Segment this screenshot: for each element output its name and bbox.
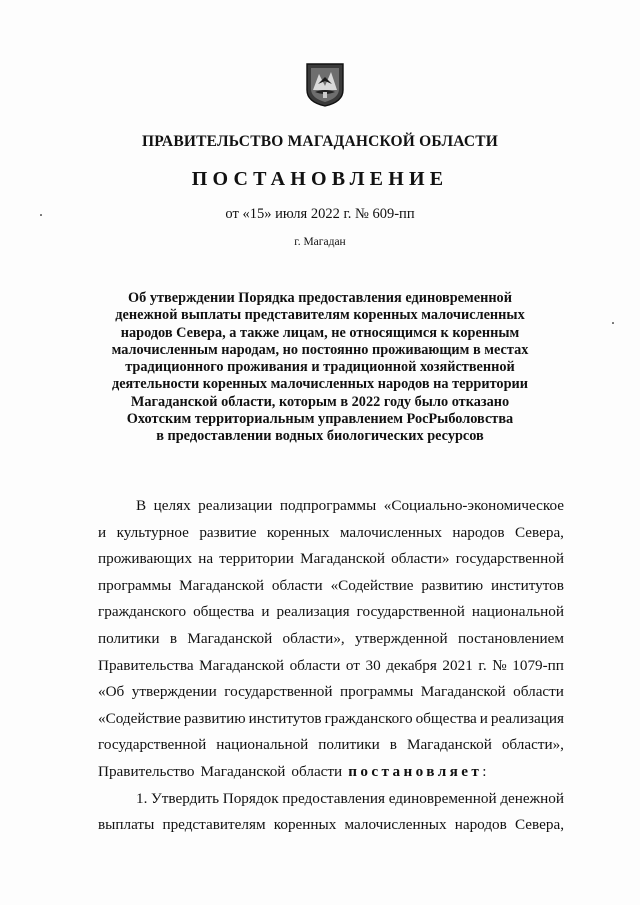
body-line (98, 626, 564, 653)
body-word: единовременной (388, 789, 497, 807)
body-word: выплаты (98, 816, 155, 834)
body-word: национальной (471, 603, 564, 621)
body-word: целях (153, 497, 191, 514)
body-word: в (389, 736, 397, 754)
body-word: развитию (421, 576, 484, 594)
body-word: реализации (198, 497, 273, 514)
body-line (98, 546, 564, 573)
subject-line: деятельности коренных малочисленных народов на территории (111, 376, 529, 393)
body-word: общества (193, 603, 255, 621)
body-word: политики (318, 736, 380, 754)
body-word: народов (452, 523, 505, 541)
body-word: государственной (455, 550, 564, 568)
body-word: «Содействие (330, 576, 414, 594)
document-type-title: ПОСТАНОВЛЕНИЕ (191, 168, 449, 190)
subject-line: традиционного проживания и традиционной хозяйственной (125, 359, 515, 376)
coat-of-arms-icon (305, 62, 345, 108)
subject-line: Магаданской области, которым в 2022 году было отказано (130, 393, 510, 410)
government-title: ПРАВИТЕЛЬСТВО МАГАДАНСКОЙ ОБЛАСТИ (141, 133, 499, 150)
body-line (98, 706, 564, 733)
body-line (98, 679, 564, 706)
body-word: Утвердить (151, 789, 220, 807)
body-word: № (492, 656, 507, 674)
body-word: Севера, (514, 816, 564, 834)
body-word: денежной (500, 789, 564, 807)
decree-body (98, 493, 564, 839)
body-word: представителям (162, 816, 266, 834)
body-word: г. (478, 656, 487, 674)
body-word: в (169, 629, 177, 647)
body-word: от (345, 656, 360, 674)
body-line (98, 493, 564, 520)
decree-subject (0, 290, 640, 446)
body-word: утверждении (131, 683, 217, 701)
body-word: области (513, 683, 564, 701)
body-word: культурное (116, 523, 189, 541)
body-word: Правительство (98, 762, 195, 780)
body-word: Магаданской (406, 736, 492, 754)
body-word: области», (501, 736, 564, 754)
body-word: и (479, 709, 488, 727)
body-word: реализация (276, 603, 350, 621)
body-word: утвержденной (355, 629, 448, 647)
body-word: области (291, 762, 343, 780)
body-word: области» (391, 550, 450, 568)
body-word: на (198, 550, 214, 568)
body-word: развитию (183, 709, 246, 727)
body-word: государственной (224, 683, 333, 701)
body-word: и (261, 603, 270, 621)
body-word: области (271, 576, 323, 594)
subject-line: денежной выплаты представителям коренных малочисленных (115, 307, 525, 324)
body-line (98, 759, 564, 786)
body-word: области», (282, 629, 345, 647)
body-word: программы (98, 576, 172, 594)
body-word: гражданского (98, 603, 187, 621)
body-word: территории (219, 550, 294, 568)
decree-colon: : (482, 762, 487, 780)
body-line (98, 786, 564, 813)
body-word: предоставления (282, 789, 386, 807)
body-word: Магаданской (420, 683, 506, 701)
body-word: общества (415, 709, 477, 727)
subject-line: Об утверждении Порядка предоставления единовременной (128, 290, 512, 306)
body-word: реализация (490, 709, 564, 727)
body-word: Порядок (222, 789, 279, 807)
body-word: политики (98, 629, 160, 647)
decree-date-number: от «15» июля 2022 г. № 609-пп (225, 206, 415, 222)
body-word: развитие (199, 523, 257, 541)
body-word: «Социально-экономическое (383, 497, 564, 514)
subject-line: Охотским территориальным управлением РосРыболовства (126, 411, 514, 428)
body-word: Правительства (98, 656, 194, 674)
scan-speck (40, 214, 42, 216)
decree-verb: постановляет (348, 762, 483, 780)
body-word: гражданского (324, 709, 413, 727)
body-word: Магаданской (200, 762, 286, 780)
body-line (98, 520, 564, 547)
body-word: государственной (356, 603, 465, 621)
body-line (98, 812, 564, 839)
body-word: 30 (365, 656, 381, 674)
body-word: 1. (136, 789, 148, 807)
body-word: институтов (248, 709, 322, 727)
body-word: и (98, 523, 107, 541)
body-word: 1079-пп (512, 656, 564, 674)
body-line (98, 653, 564, 680)
body-word: В (136, 497, 147, 514)
body-line (98, 599, 564, 626)
body-word: подпрограммы (279, 497, 377, 514)
body-word: постановлением (457, 629, 564, 647)
body-word: программы (340, 683, 414, 701)
subject-line: в предоставлении водных биологических ресурсов (156, 428, 484, 445)
subject-line: малочисленным народам, но постоянно проживающим в местах (111, 341, 529, 358)
body-word: проживающих (98, 550, 193, 568)
body-word: коренных (266, 523, 330, 541)
scan-speck (612, 322, 614, 324)
body-word: Магаданской (179, 576, 265, 594)
body-word: малочисленных (339, 523, 442, 541)
body-word: Магаданской (199, 656, 285, 674)
subject-line: народов Севера, а также лицам, не относящимся к коренным (120, 324, 520, 341)
body-word: «Содействие (98, 709, 181, 727)
body-word: Севера, (514, 523, 564, 541)
body-line (98, 573, 564, 600)
body-word: Магаданской (187, 629, 273, 647)
body-word: коренных (273, 816, 337, 834)
body-word: малочисленных (344, 816, 447, 834)
body-word: государственной (98, 736, 207, 754)
body-word: области (289, 656, 341, 674)
body-word: 2021 (442, 656, 473, 674)
body-word: Магаданской (300, 550, 385, 568)
body-word: национальной (216, 736, 309, 754)
body-word: декабря (386, 656, 437, 674)
body-line (98, 732, 564, 759)
body-word: «Об (98, 683, 125, 701)
city-label: г. Магадан (294, 236, 346, 248)
body-word: институтов (490, 576, 564, 594)
body-word: народов (454, 816, 507, 834)
